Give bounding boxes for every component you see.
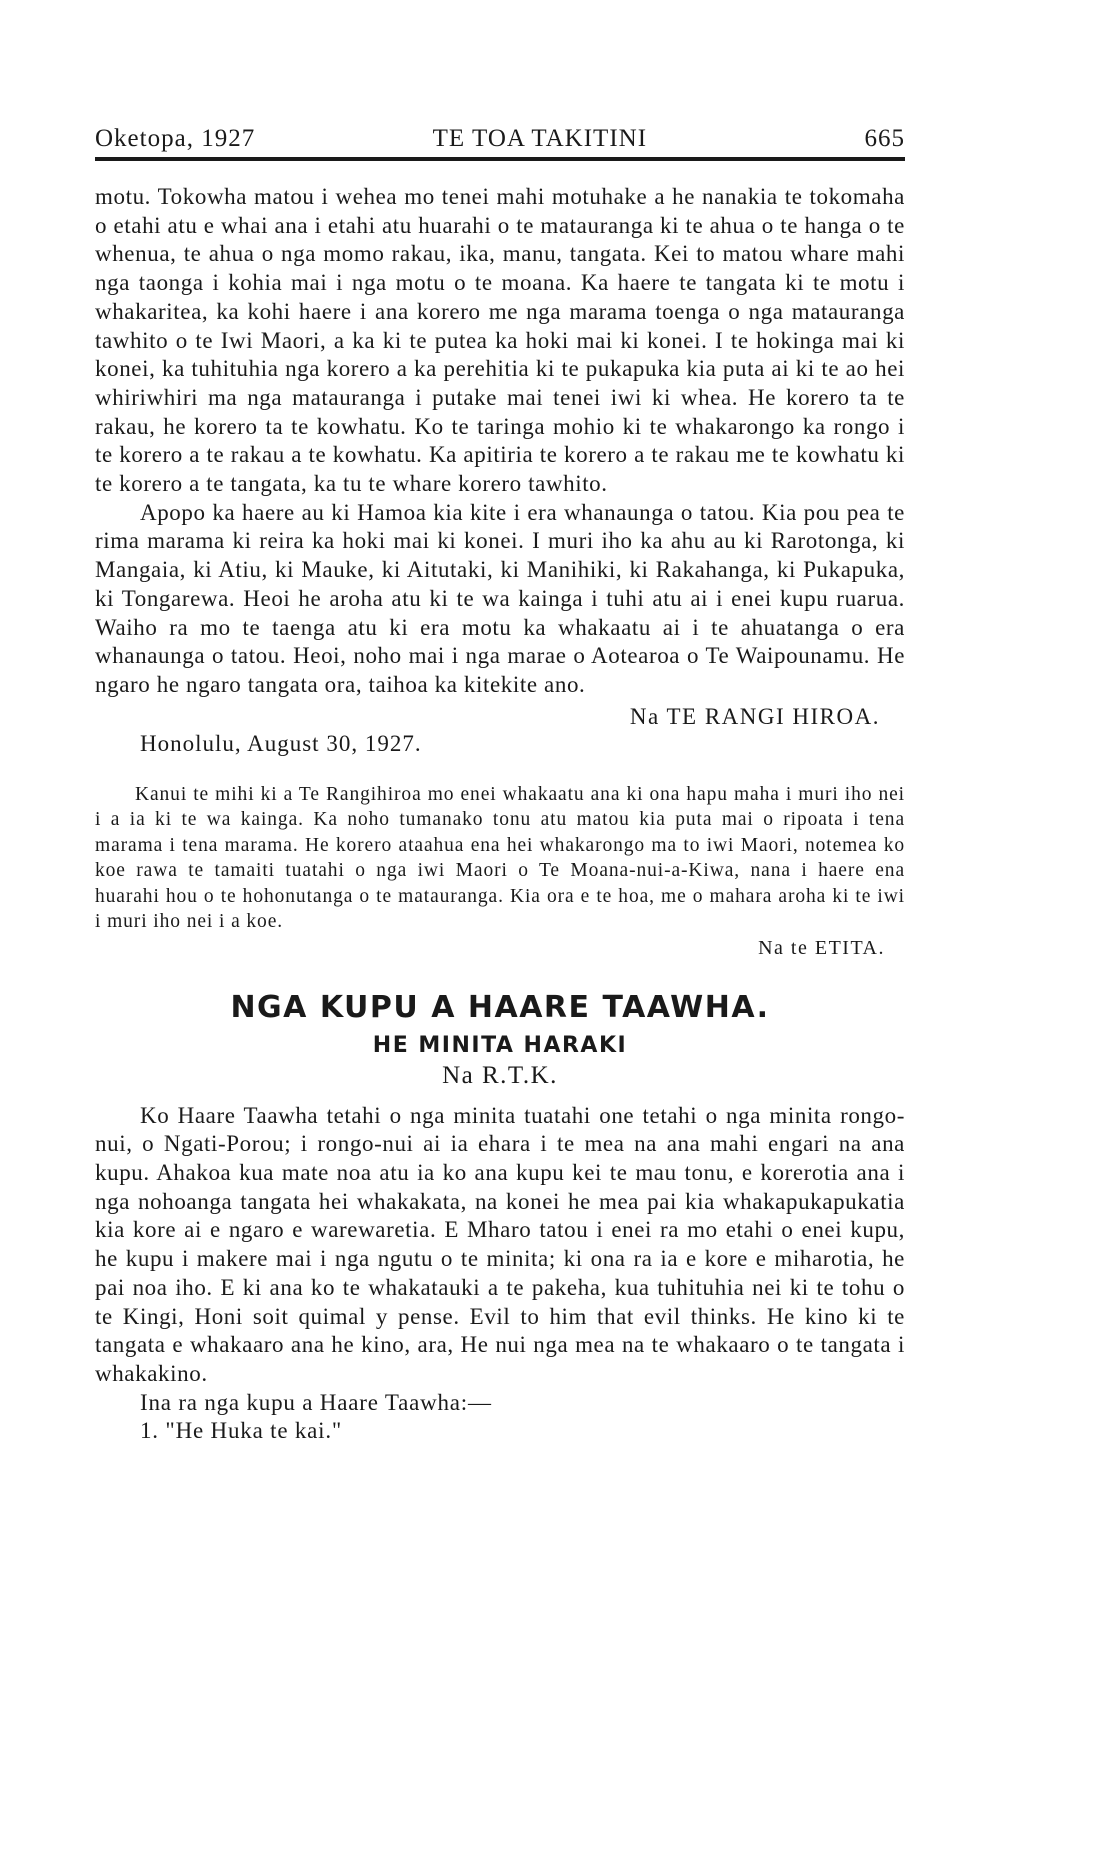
running-header: [95, 125, 905, 157]
editor-signature: Na te ETITA.: [758, 936, 885, 959]
article-byline: Na R.T.K.: [442, 1061, 558, 1089]
page-number: 665: [864, 125, 905, 152]
article-paragraph-1: Ko Haare Taawha tetahi o nga minita tuatahi one tetahi o nga minita rongo-nui, o Ngati-Porou; i rongo-nui ai ia ehara i te mea na ana mahi engari na ana kupu. Ahakoa kua mate noa atu ia ko ana kupu kei te mau tonu, e korerotia ana i nga nohoanga tangata hei whakakata, na konei he mea pai kia whakapukapukatia kia kore ai e ngaro e warewaretia. E Mharo tatou i enei ra mo etahi o enei kupu, he kupu i makere mai i nga ngutu o te minita; ki ona ra ia e kore e miharotia, he pai noa iho. E ki ana ko te whakatauki a te pakeha, kua tuhituhia nei ki te tohu o te Kingi, Honi soit quimal y pense. Evil to him that evil thinks. He kino ki te tangata e whakaaro ana he kino, ara, He nui nga mea na te whakaaro o te tangata i whakakino.: [95, 1102, 905, 1386]
letter-paragraph-2: Apopo ka haere au ki Hamoa kia kite i era whanaunga o tatou. Kia pou pea te rima marama ki reira ka hoki mai ki konei. I muri iho ka ahu au ki Rarotonga, ki Mangaia, ki Atiu, ki Mauke, ki Aitutaki, ki Manihiki, ki Rakahanga, ki Pukapuka, ki Tongarewa. Heoi he aroha atu ki te wa kainga i tuhi atu ai i enei kupu ruarua. Waiho ra mo te taenga atu ki era motu ka whakaatu ai i te ahuatanga o era whanaunga o tatou. Heoi, noho mai i nga marae o Aotearoa o Te Waipounamu. He ngaro he ngaro tangata ora, taihoa ka kitekite ano.: [95, 499, 905, 697]
article-intro: Ina ra nga kupu a Haare Taawha:—: [140, 1389, 492, 1415]
letter-dateline: Honolulu, August 30, 1927.: [140, 730, 422, 756]
page: [95, 125, 905, 1445]
article-subtitle: HE MINITA HARAKI: [372, 1032, 628, 1058]
editor-note: Kanui te mihi ki a Te Rangihiroa mo enei whakaatu ana ki ona hapu maha i muri iho nei i a ia ki te wa kainga. Ka noho tumanako tonu atu matou kia puta mai o ripoata i tena marama i tena marama. He korero ataahua ena hei whakarongo ma to iwi Maori, notemea ko koe rawa te tamaiti tuatahi o nga iwi Maori o Te Moana-nui-a-Kiwa, nana i haere ena huarahi hou o te hohonutanga o te matauranga. Kia ora e te hoa, me o mahara aroha ki te iwi i muri iho nei i a koe.: [95, 783, 905, 933]
header-date: Oketopa, 1927: [95, 125, 256, 152]
article-item-1: 1. "He Huka te kai.": [140, 1417, 343, 1443]
header-journal-title: TE TOA TAKITINI: [432, 125, 648, 152]
letter-signature: Na TE RANGI HIROA.: [629, 703, 880, 729]
article-title: NGA KUPU A HAARE TAAWHA.: [230, 989, 770, 1025]
letter-paragraph-1: motu. Tokowha matou i wehea mo tenei mahi motuhake a he nanakia te tokomaha o etahi atu e whai ana i etahi atu huarahi o te matauranga ki te ahua o te hanga o te whenua, te ahua o nga momo rakau, ika, manu, tangata. Kei to matou whare mahi nga taonga i kohia mai i nga motu o te moana. Ka haere te tangata ki te motu i whakaritea, ka kohi haere i ana korero me nga marama toenga o nga matauranga tawhito o te Iwi Maori, a ka ki te putea ka hoki mai ki konei. I te hokinga mai ki konei, ka tuhituhia nga korero a ka perehitia ki te pukapuka kia puta ai ki te ao hei whiriwhiri ma nga matauranga i putake mai tenei iwi ki whea. He korero ta te rakau, he korero ta te kowhatu. Ko te taringa mohio ki te whakarongo ka rongo i te korero a te rakau a te kowhatu. Ka apitiria te korero a te rakau me te kowhatu ki te korero a te tangata, ka tu te whare korero tawhito.: [95, 184, 905, 497]
